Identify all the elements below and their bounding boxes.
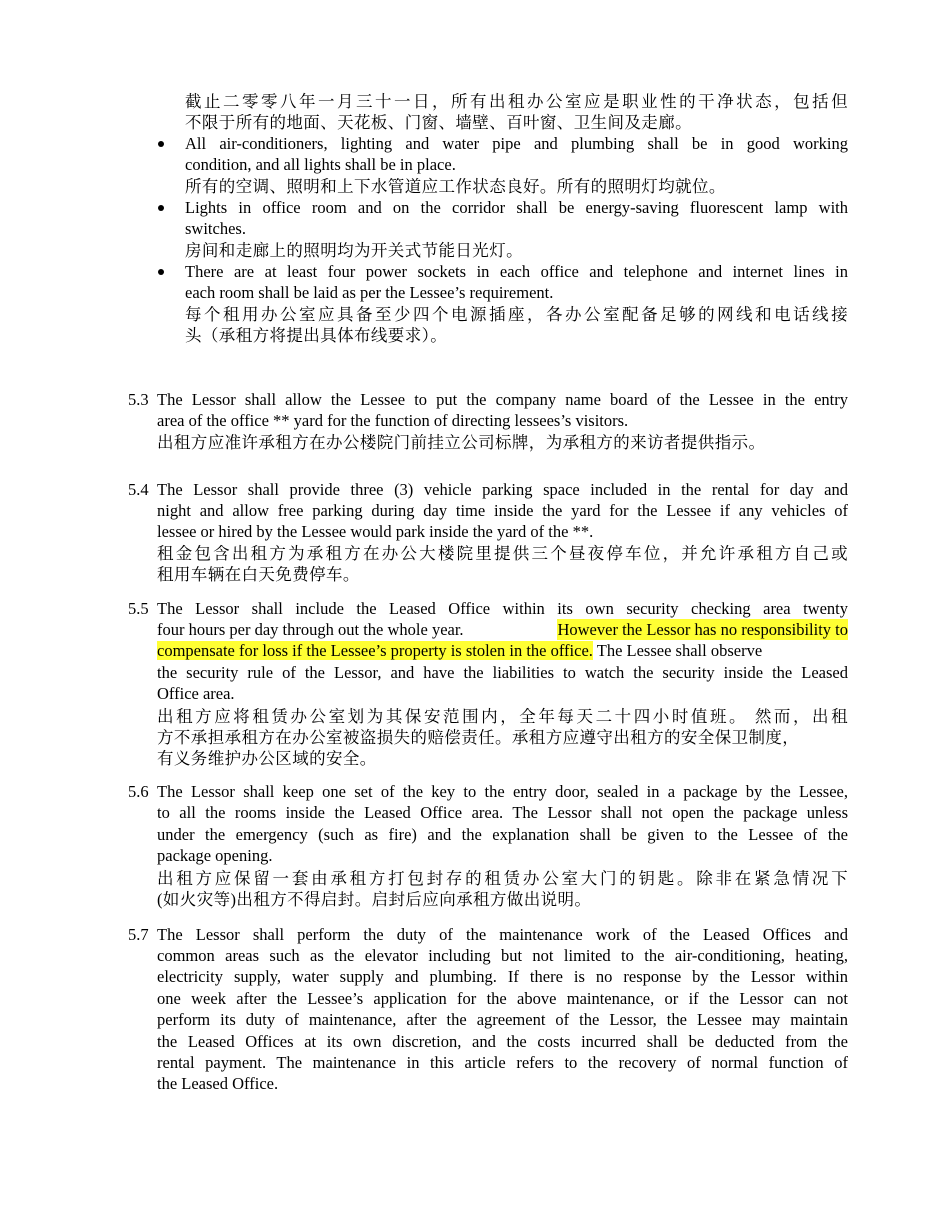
clause-5-7-en-line-2: common areas such as the elevator including but not limited to the air-conditioning, heating, <box>157 946 848 965</box>
bullet-dot <box>158 269 164 275</box>
clause-5-7-en-line-4: one week after the Lessee’s application for the above maintenance, or if the Lessor can not <box>157 989 848 1008</box>
clause-5-5-en-line-5: Office area. <box>157 684 235 703</box>
bullet-2-en-line-2: switches. <box>185 219 246 238</box>
clause-5-5-en-line-3 <box>157 640 848 661</box>
highlighted-text: compensate for loss if the Lessee’s property is stolen in the office. <box>157 641 593 660</box>
bullet-2-en-line-1: Lights in office room and on the corridor shall be energy-saving fluorescent lamp with <box>185 198 848 217</box>
clause-5-4-cn-line-2: 租用车辆在白天免费停车。 <box>157 565 360 584</box>
clause-5-3-en-line-2: area of the office ** yard for the function of directing lessees’s visitors. <box>157 411 629 430</box>
clause-5-7-en-line-5: perform its duty of maintenance, after the agreement of the Lessor, the Lessee may maintain <box>157 1010 848 1029</box>
clause-5-7-en-line-6: the Leased Offices at its own discretion, and the costs incurred shall be deducted from the <box>157 1032 848 1051</box>
bullet-3-cn-line-1: 每个租用办公室应具备至少四个电源插座，各办公室配备足够的网线和电话线接 <box>185 305 848 324</box>
clause-5-6-en-line-1: The Lessor shall keep one set of the key to the entry door, sealed in a package by the Lessee, <box>157 782 848 801</box>
clause-5-6-cn-line-2: (如火灾等)出租方不得启封。启封后应向承租方做出说明。 <box>157 890 592 909</box>
clause-5-7-en-line-8: the Leased Office. <box>157 1074 279 1093</box>
intro-cn-line-2: 不限于所有的地面、天花板、门窗、墙壁、百叶窗、卫生间及走廊。 <box>185 113 692 132</box>
bullet-dot <box>158 205 164 211</box>
clause-5-4-en-line-3: lessee or hired by the Lessee would park inside the yard of the **. <box>157 522 594 541</box>
bullet-1-en-line-1: All air-conditioners, lighting and water pipe and plumbing shall be in good working <box>185 134 848 153</box>
clause-number: 5.7 <box>128 925 149 944</box>
bullet-1-en-line-2: condition, and all lights shall be in place. <box>185 155 456 174</box>
clause-number: 5.6 <box>128 782 149 801</box>
clause-5-6-cn-line-1: 出租方应保留一套由承租方打包封存的租赁办公室大门的钥匙。除非在紧急情况下 <box>157 869 848 888</box>
clause-number: 5.4 <box>128 480 149 499</box>
clause-5-4-cn-line-1: 租金包含出租方为承租方在办公大楼院里提供三个昼夜停车位，并允许承租方自己或 <box>157 544 848 563</box>
clause-5-5-cn-line-3: 有义务维护办公区域的安全。 <box>157 749 377 768</box>
clause-5-6-en-line-2: to all the rooms inside the Leased Office area. The Lessor shall not open the package unless <box>157 803 848 822</box>
clause-5-7-en-line-7: rental payment. The maintenance in this article refers to the recovery of normal function of <box>157 1053 848 1072</box>
clause-5-7-en-line-1: The Lessor shall perform the duty of the maintenance work of the Leased Offices and <box>157 925 848 944</box>
bullet-3-en-line-2: each room shall be laid as per the Lessee’s requirement. <box>185 283 554 302</box>
intro-cn-line-1: 截止二零零八年一月三十一日，所有出租办公室应是职业性的干净状态，包括但 <box>185 92 848 111</box>
bullet-dot <box>158 141 164 147</box>
clause-5-5-en-line-1: The Lessor shall include the Leased Office within its own security checking area twenty <box>157 599 848 618</box>
bullet-1-cn-line-1: 所有的空调、照明和上下水管道应工作状态良好。所有的照明灯均就位。 <box>185 177 726 196</box>
clause-5-4-en-line-2: night and allow free parking during day time inside the yard for the Lessee if any vehicles of <box>157 501 848 520</box>
clause-5-6-en-line-4: package opening. <box>157 846 273 865</box>
clause-number: 5.3 <box>128 390 149 409</box>
highlighted-text: However the Lessor has no responsibility to <box>557 620 848 639</box>
clause-5-3-en-line-1: The Lessor shall allow the Lessee to put the company name board of the Lessee in the entry <box>157 390 848 409</box>
clause-number: 5.5 <box>128 599 149 618</box>
clause-5-5-cn-line-2: 方不承担承租方在办公室被盗损失的赔偿责任。承租方应遵守出租方的安全保卫制度， <box>157 728 800 747</box>
clause-5-5-en-line-4: the security rule of the Lessor, and have the liabilities to watch the security inside the Leased <box>157 663 848 682</box>
clause-5-7-en-line-3: electricity supply, water supply and plumbing. If there is no response by the Lessor within <box>157 967 848 986</box>
clause-5-5-plain-text: four hours per day through out the whole year. <box>157 620 464 639</box>
clause-5-6-en-line-3: under the emergency (such as fire) and the explanation shall be given to the Lessee of the <box>157 825 848 844</box>
clause-5-5-plain-text: The Lessee shall observe <box>592 641 763 660</box>
clause-5-4-en-line-1: The Lessor shall provide three (3) vehicle parking space included in the rental for day and <box>157 480 848 499</box>
bullet-2-cn-line-1: 房间和走廊上的照明均为开关式节能日光灯。 <box>185 241 523 260</box>
clause-5-3-cn-line-1: 出租方应准许承租方在办公楼院门前挂立公司标牌，为承租方的来访者提供指示。 <box>157 433 766 452</box>
clause-5-5-en-line-2 <box>157 619 848 640</box>
bullet-3-cn-line-2: 头（承租方将提出具体布线要求）。 <box>185 326 448 345</box>
clause-5-5-cn-line-1: 出租方应将租赁办公室划为其保安范围内，全年每天二十四小时值班。 然而，出租 <box>157 707 848 726</box>
bullet-3-en-line-1: There are at least four power sockets in each office and telephone and internet lines in <box>185 262 848 281</box>
